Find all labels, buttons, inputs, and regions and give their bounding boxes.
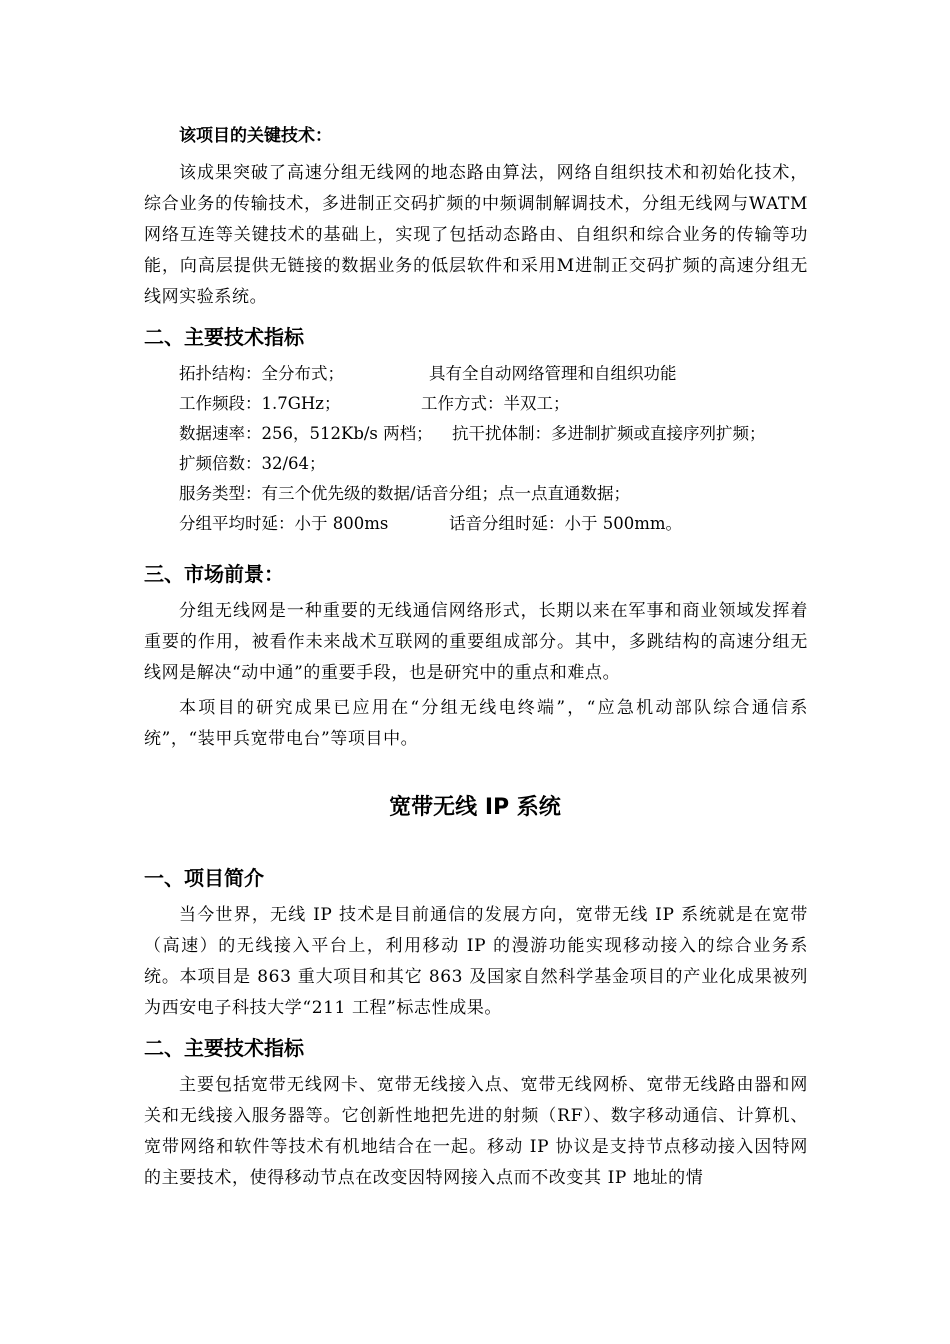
intro-heading: 一、项目简介	[144, 866, 264, 890]
spec-right: 具有全自动网络管理和自组织功能	[429, 364, 677, 383]
specs-section	[144, 323, 808, 539]
spec-left: 工作频段：1.7GHz；	[179, 394, 341, 413]
key-tech-section	[144, 124, 808, 313]
spec-left: 拓扑结构：全分布式；	[179, 364, 344, 383]
key-tech-paragraph: 该成果突破了高速分组无线网的地态路由算法，网络自组织技术和初始化技术，综合业务的传输技术，多进制正交码扩频的中频调制解调技术，分组无线网与WATM网络互连等关键技术的基础上，实现了包括动态路由、自组织和综合业务的传输等功能，向高层提供无链接的数据业务的低层软件和采用M进制正交码扩频的高速分组无线网实验系统。	[144, 163, 808, 307]
spec-left: 数据速率：256，512Kb/s 两档；	[179, 424, 433, 443]
spec-line	[144, 449, 808, 479]
market-paragraph-1: 分组无线网是一种重要的无线通信网络形式，长期以来在军事和商业领域发挥着重要的作用，被看作未来战术互联网的重要组成部分。其中，多跳结构的高速分组无线网是解决“动中通”的重要手段，也是研究中的重点和难点。	[144, 601, 808, 683]
spec-line	[144, 389, 808, 419]
intro-paragraph: 当今世界，无线 IP 技术是目前通信的发展方向，宽带无线 IP 系统就是在宽带（高速）的无线接入平台上，利用移动 IP 的漫游功能实现移动接入的综合业务系统。本项目是 863 重大项目和其它 863 及国家自然科学基金项目的产业化成果被列为西安电子科技大学“211 工程”标志性成果。	[144, 905, 808, 1018]
spec-left: 分组平均时延：小于 800ms	[179, 514, 389, 533]
spec-left: 扩频倍数：32/64；	[179, 454, 326, 473]
specs-heading: 二、主要技术指标	[144, 325, 304, 349]
spec-line	[144, 359, 808, 389]
market-section	[144, 560, 808, 755]
market-heading: 三、市场前景：	[144, 562, 284, 586]
spec-right: 抗干扰体制：多进制扩频或直接序列扩频；	[452, 424, 766, 443]
spec-line	[144, 419, 808, 449]
spec-line	[144, 509, 808, 539]
spec-left: 服务类型：有三个优先级的数据/话音分组；点一点直通数据；	[179, 484, 631, 503]
spec-right: 工作方式：半双工；	[421, 394, 570, 413]
specs-list	[144, 359, 808, 539]
doc2-specs-section	[144, 1034, 808, 1194]
intro-section	[144, 864, 808, 1024]
doc2-title: 宽带无线 IP 系统	[389, 795, 561, 820]
market-paragraph-2: 本项目的研究成果已应用在“分组无线电终端”，“应急机动部队综合通信系统”，“装甲兵宽带电台”等项目中。	[144, 698, 808, 749]
spec-line	[144, 479, 808, 509]
key-tech-heading: 该项目的关键技术：	[179, 126, 332, 146]
doc2-specs-paragraph: 主要包括宽带无线网卡、宽带无线接入点、宽带无线网桥、宽带无线路由器和网关和无线接入服务器等。它创新性地把先进的射频（RF）、数字移动通信、计算机、宽带网络和软件等技术有机地结合在一起。移动 IP 协议是支持节点移动接入因特网的主要技术，使得移动节点在改变因特网接入点而不改变其 IP 地址的情	[144, 1075, 808, 1188]
spec-right: 话音分组时延：小于 500mm。	[449, 514, 683, 533]
doc2-specs-heading: 二、主要技术指标	[144, 1036, 304, 1060]
